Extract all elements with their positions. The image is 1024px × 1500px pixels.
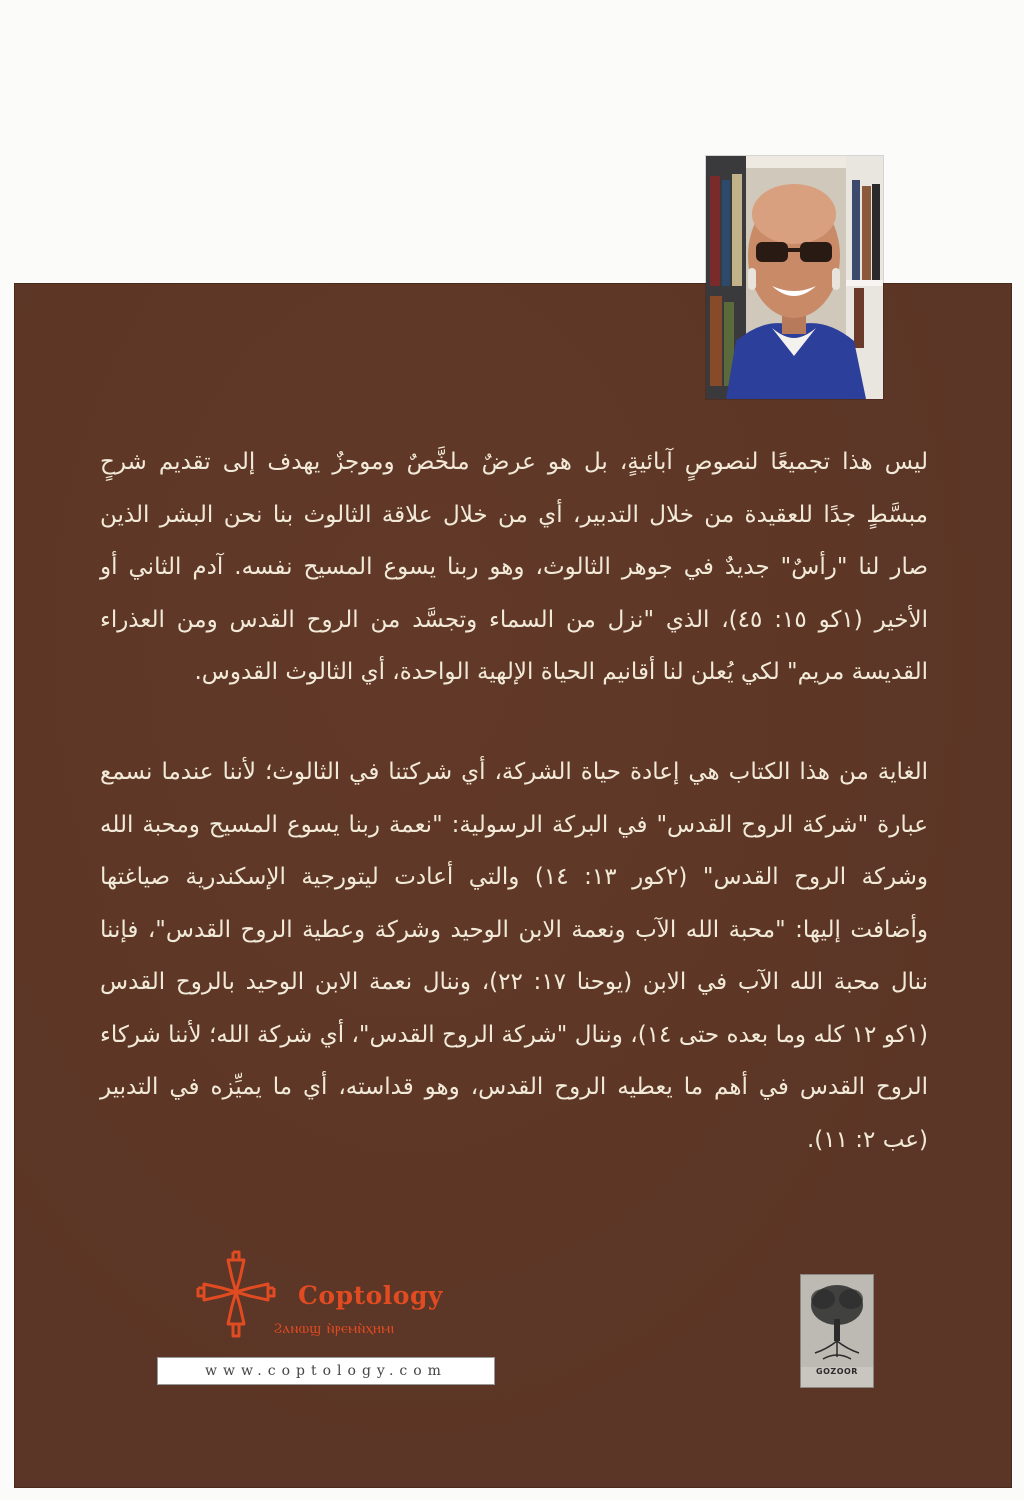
- author-portrait-drawing: [706, 156, 883, 399]
- website-url[interactable]: www.coptology.com: [205, 1363, 447, 1379]
- imprint-name: GOZOOR: [816, 1367, 858, 1376]
- publisher-name: Coptology: [298, 1281, 443, 1310]
- imprint-logo: [800, 1274, 874, 1388]
- description-paragraph-2: الغاية من هذا الكتاب هي إعادة حياة الشركة، أي شركتنا في الثالوث؛ لأننا عندما نسمع عبارة "شركة الروح القدس" في البركة الرسولية: "نعمة ربنا يسوع المسيح ومحبة الله وشركة الروح القدس" (٢كور ١٣: ١٤) والتي أعادت ليتورجية الإسكندرية صياغتها وأضافت إليها: "محبة الله الآب ونعمة الابن الوحيد وشركة وعطية الروح القدس"، فإننا ننال محبة الله الآب في الابن (يوحنا ١٧: ٢٢)، وننال نعمة الابن الوحيد بالروح القدس (١كو ١٢ كله وما بعده حتى ١٤)، وننال "شركة الروح القدس"، أي شركة الله؛ لأننا شركاء الروح القدس في أهم ما يعطيه الروح القدس، وهو قداسته، أي ما يميِّزه في التدبير (عب ٢: ١١).: [100, 759, 929, 1153]
- publisher-coptic-name: Ϩⲁⲛⲱϣ ⲛ̀ⲣⲉⲙⲛ̀ⲭⲏⲙⲓ: [274, 1319, 395, 1337]
- author-photo: [706, 156, 883, 399]
- description-paragraph-1: ليس هذا تجميعًا لنصوصٍ آبائيةٍ، بل هو عرضٌ ملخَّصٌ وموجزٌ يهدف إلى تقديم شرحٍ مبسَّطٍ جدًا للعقيدة من خلال التدبير، أي من خلال علاقة الثالوث بنا نحن البشر الذين صار لنا "رأسٌ" جديدٌ في جوهر الثالوث، وهو ربنا يسوع المسيح نفسه. آدم الثاني أو الأخير (١كو ١٥: ٤٥)، الذي "نزل من السماء وتجسَّد من الروح القدس ومن العذراء القديسة مريم" لكي يُعلن لنا أقانيم الحياة الإلهية الواحدة، أي الثالوث القدوس.: [100, 449, 928, 685]
- tree-icon: [801, 1275, 873, 1367]
- website-box: [157, 1357, 495, 1385]
